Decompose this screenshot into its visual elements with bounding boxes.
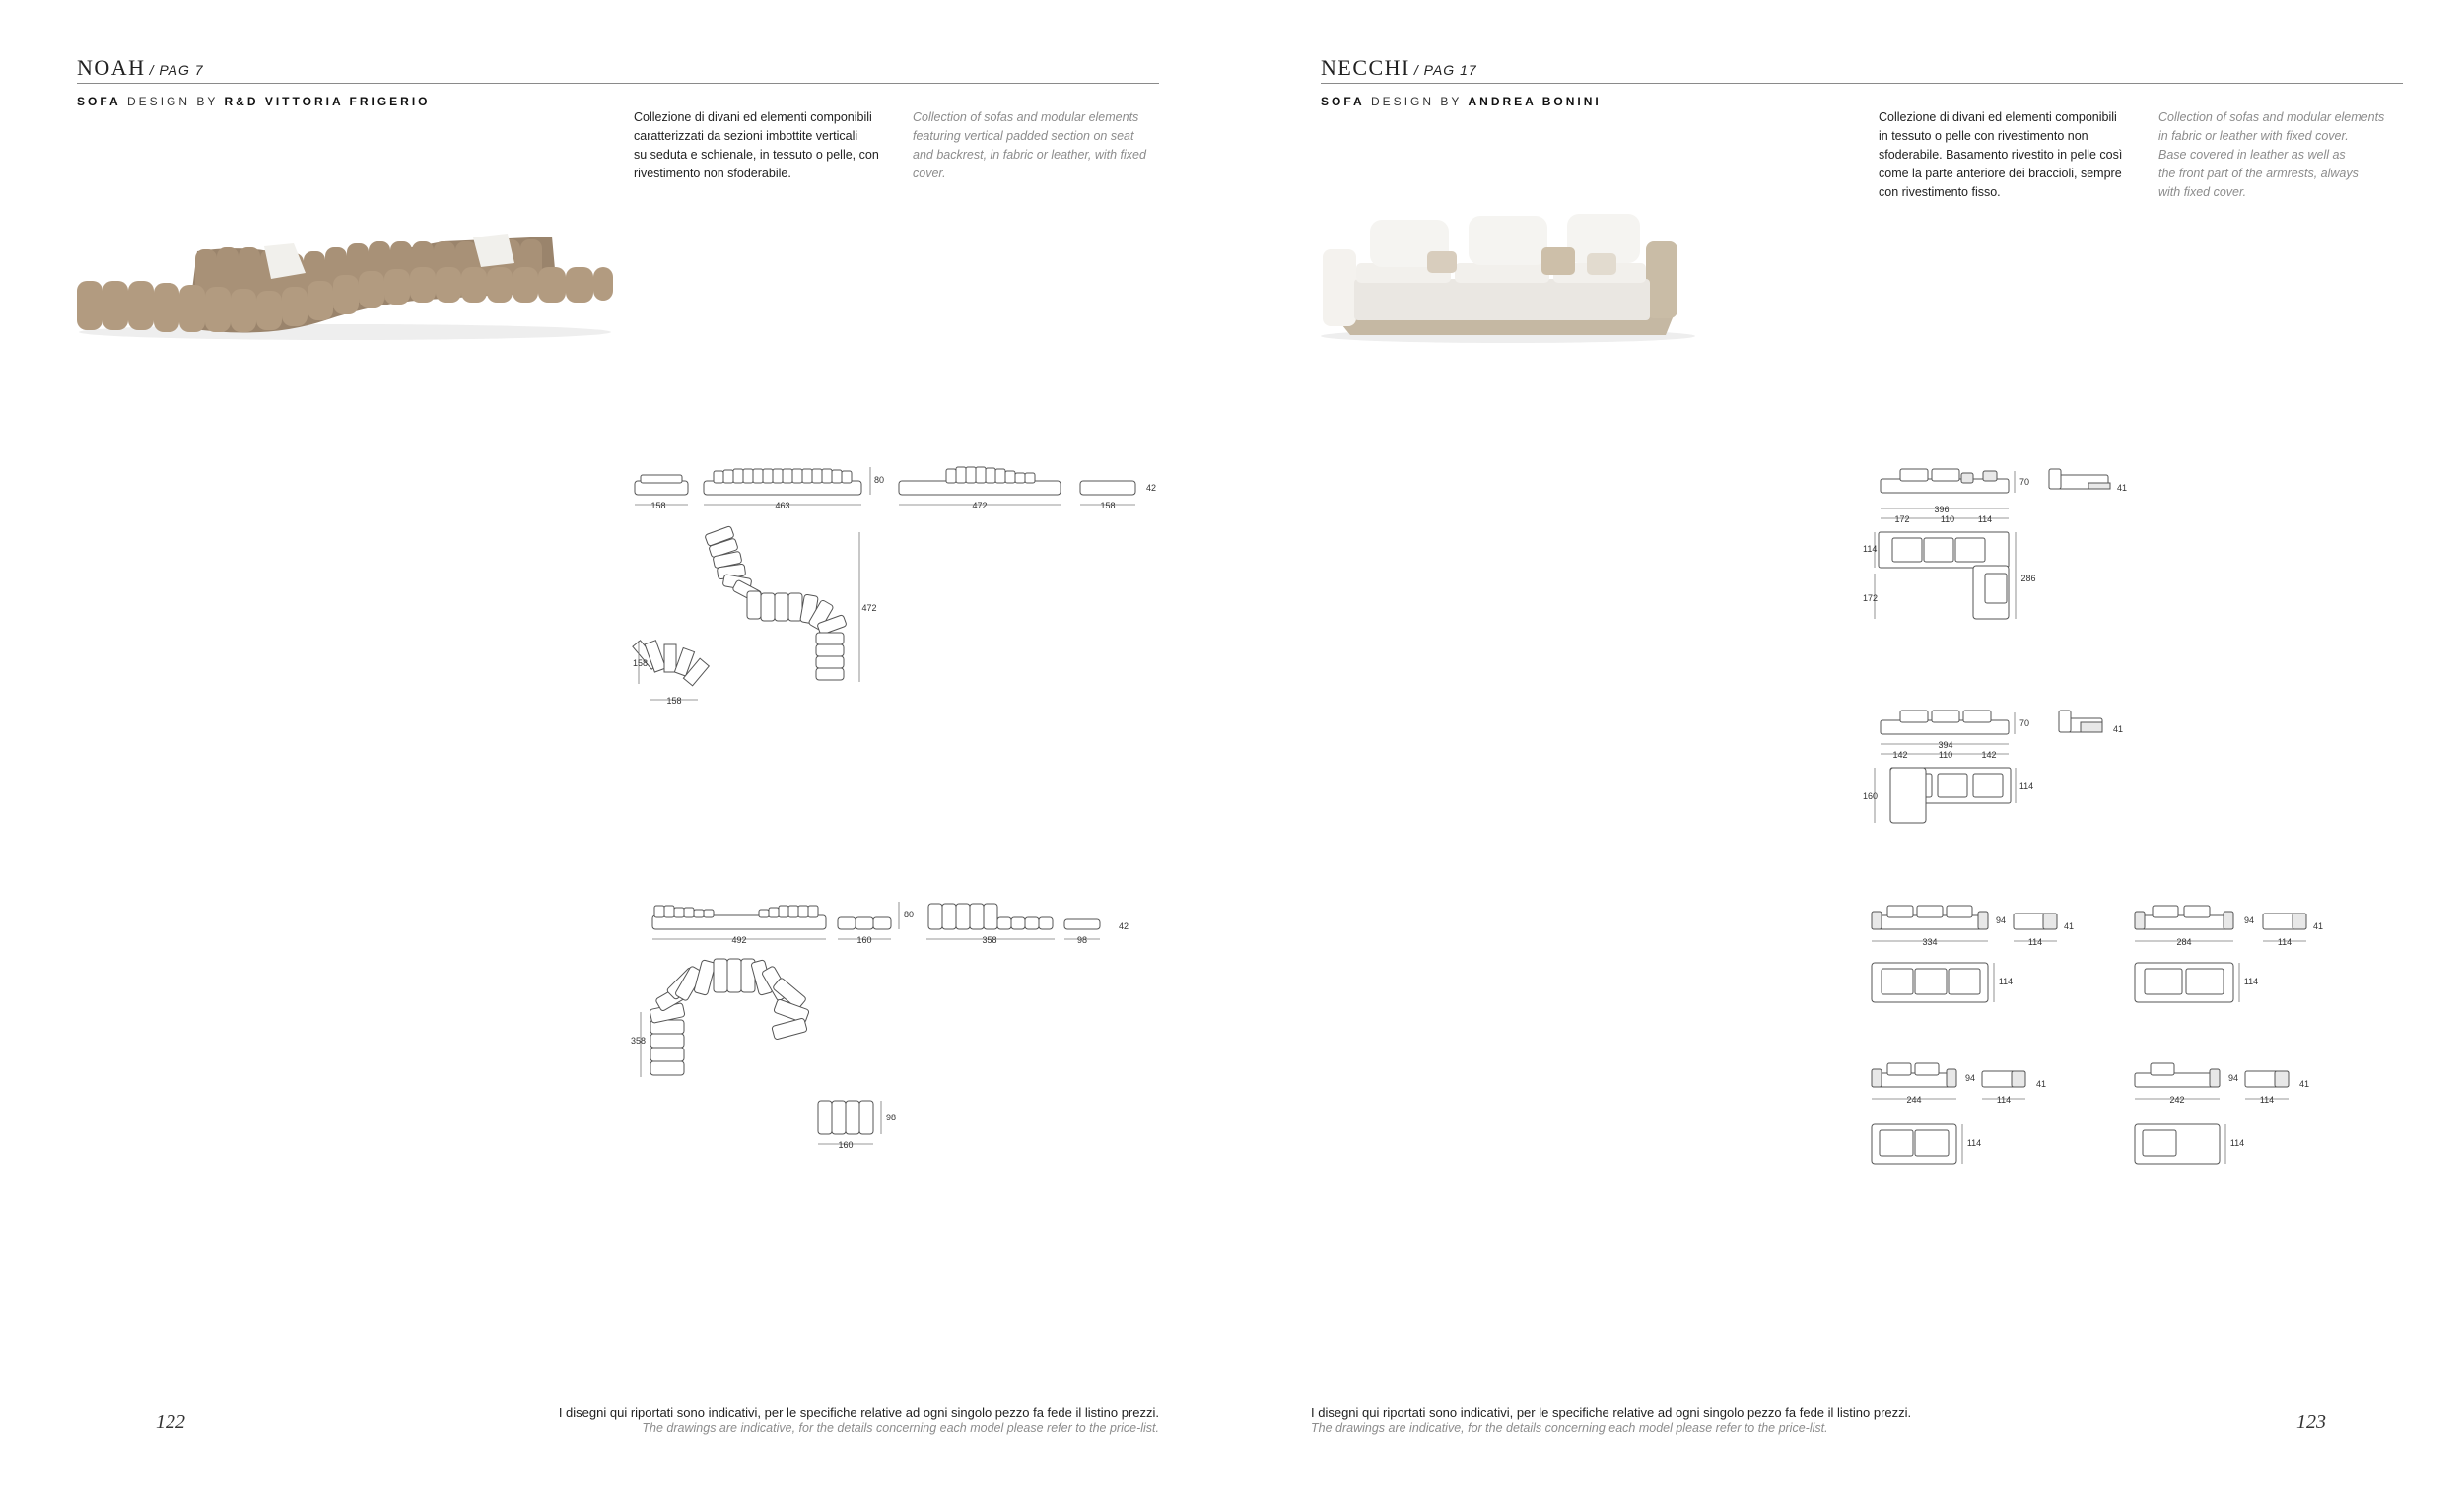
dim-label: 114: [2259, 1095, 2275, 1105]
dim-label: 472: [972, 501, 988, 510]
necchi-side-view-2: [2055, 705, 2163, 754]
dim-label: 114: [2019, 781, 2034, 791]
dim-label: 394: [1938, 740, 1953, 750]
dim-label: 158: [650, 501, 666, 510]
footer-note-italian: I disegni qui riportati sono indicativi, per le specifiche relative ad ogni singolo pezzo fa fede il listino prezzi.: [558, 1405, 1159, 1420]
title-rule: [1321, 83, 2403, 84]
product-name: NECCHI: [1321, 55, 1410, 80]
footer-note-english: The drawings are indicative, for the details concerning each model please refer to the price-list.: [1311, 1421, 1828, 1435]
dim-label: 42: [1118, 921, 1129, 931]
dim-label: 396: [1934, 505, 1950, 514]
dim-label: 160: [1863, 791, 1879, 801]
dim-label: 284: [2176, 937, 2192, 947]
category-label: SOFA: [77, 95, 121, 108]
product-subtitle: [77, 95, 431, 108]
right-page: [1232, 0, 2464, 1489]
necchi-drawing-sofa-244: [1868, 1059, 2075, 1178]
dim-label: 142: [1981, 750, 1997, 760]
dim-label: 114: [2027, 937, 2043, 947]
dim-label: 41: [2298, 1079, 2310, 1089]
page-reference: / PAG 17: [1413, 62, 1477, 78]
category-label: SOFA: [1321, 95, 1365, 108]
dim-label: 114: [2243, 977, 2259, 986]
dim-label: 41: [2063, 921, 2075, 931]
dim-label: 114: [1996, 1095, 2012, 1105]
noah-drawings-row2: [631, 892, 1183, 1168]
dim-label: 142: [1892, 750, 1908, 760]
dim-label: 158: [666, 696, 682, 706]
necchi-side-view-1: [2045, 463, 2163, 512]
description-english: Collection of sofas and modular elements featuring vertical padded section on seat and backrest, in fabric or leather, with fixed cover.: [913, 110, 1146, 180]
dim-label: 110: [1940, 514, 1955, 524]
dim-label: 98: [885, 1113, 897, 1122]
dim-label: 160: [856, 935, 872, 945]
product-title-necchi: [1321, 55, 1477, 81]
dim-label: 114: [1966, 1138, 1982, 1148]
dim-label: 334: [1922, 937, 1938, 947]
description-italian: Collezione di divani ed elementi componibili caratterizzati da sezioni imbottite verticali su seduta e schienale, in tessuto o pelle, con rivestimento non sfoderabile.: [634, 110, 879, 180]
dim-label: 42: [1145, 483, 1157, 493]
noah-sofa-photo: [69, 222, 621, 345]
dim-label: 158: [633, 658, 649, 668]
dim-label: 114: [1863, 544, 1878, 554]
dim-label: 70: [2019, 718, 2030, 728]
dim-label: 41: [2112, 724, 2124, 734]
dim-label: 80: [873, 475, 885, 485]
product-subtitle: [1321, 95, 1602, 108]
footer-note-english: The drawings are indicative, for the details concerning each model please refer to the price-list.: [642, 1421, 1159, 1435]
designer-name: R&D VITTORIA FRIGERIO: [224, 95, 431, 108]
dim-label: 492: [731, 935, 747, 945]
dim-label: 94: [1964, 1073, 1976, 1083]
noah-drawings-row1: [631, 463, 1183, 729]
dim-label: 463: [775, 501, 790, 510]
dim-label: 41: [2312, 921, 2324, 931]
dim-label: 98: [1076, 935, 1088, 945]
necchi-sofa-photo: [1311, 202, 1705, 350]
design-by-label: DESIGN BY: [1371, 95, 1463, 108]
necchi-drawing-sofa-334: [1868, 902, 2075, 1020]
dim-label: 242: [2169, 1095, 2185, 1105]
page-reference: / PAG 7: [149, 62, 204, 78]
dim-label: 94: [1995, 915, 2007, 925]
dim-label: 80: [903, 910, 915, 919]
page-number: 123: [2296, 1411, 2326, 1433]
dim-label: 114: [1998, 977, 2014, 986]
dim-label: 286: [2020, 574, 2036, 583]
necchi-drawing-sofa-284: [2131, 902, 2338, 1020]
dim-label: 94: [2227, 1073, 2239, 1083]
product-name: NOAH: [77, 55, 146, 80]
dim-label: 172: [1863, 593, 1879, 603]
dim-label: 358: [631, 1036, 647, 1046]
necchi-drawing-sofa-242: [2131, 1059, 2338, 1178]
dim-label: 114: [1977, 514, 1993, 524]
dim-label: 358: [982, 935, 997, 945]
dim-label: 110: [1938, 750, 1953, 760]
dim-label: 41: [2035, 1079, 2047, 1089]
footer-note-italian: I disegni qui riportati sono indicativi, per le specifiche relative ad ogni singolo pezzo fa fede il listino prezzi.: [1311, 1405, 1912, 1420]
dim-label: 172: [1894, 514, 1910, 524]
dim-label: 244: [1906, 1095, 1922, 1105]
page-number: 122: [156, 1411, 185, 1433]
title-rule: [77, 83, 1159, 84]
dim-label: 160: [838, 1140, 854, 1150]
dim-label: 158: [1100, 501, 1116, 510]
dim-label: 472: [861, 603, 877, 613]
dim-label: 114: [2229, 1138, 2245, 1148]
dim-label: 41: [2116, 483, 2128, 493]
dim-label: 94: [2243, 915, 2255, 925]
dim-label: 114: [2277, 937, 2293, 947]
product-title-noah: [77, 55, 204, 81]
description-english: Collection of sofas and modular elements in fabric or leather with fixed cover. Base covered in leather as well as the front part of the armrests, always with fixed cover.: [2158, 110, 2385, 199]
design-by-label: DESIGN BY: [127, 95, 219, 108]
description-italian: Collezione di divani ed elementi componibili in tessuto o pelle con rivestimento non sfoderabile. Basamento rivestito in pelle così come la parte anteriore dei braccioli, sempre con rivestimento fisso.: [1879, 110, 2123, 199]
designer-name: ANDREA BONINI: [1468, 95, 1602, 108]
dim-label: 70: [2019, 477, 2030, 487]
